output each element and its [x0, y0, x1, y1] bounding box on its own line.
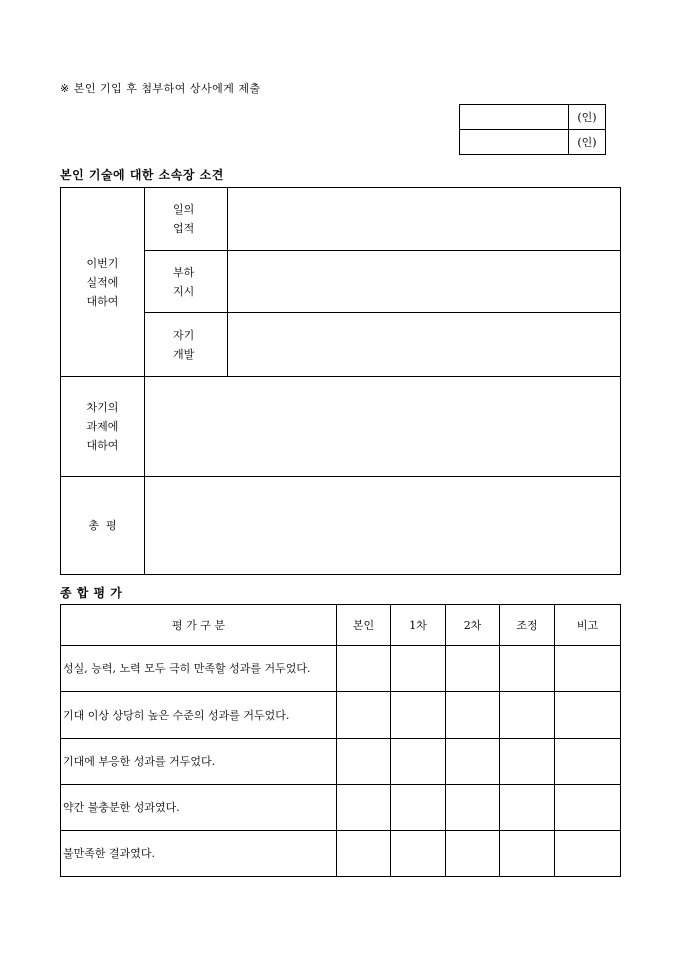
header-first: 1차 — [391, 605, 446, 646]
current-period-label: 이번기 실적에 대하여 — [61, 188, 145, 377]
header-remarks: 비고 — [555, 605, 621, 646]
evaluation-section-title: 종 합 평 가 — [60, 586, 123, 600]
header-category: 평 가 구 분 — [61, 605, 337, 646]
self-development-label: 자기 개발 — [145, 313, 228, 377]
evaluation-header-row — [61, 605, 621, 646]
general-review-field[interactable] — [145, 477, 621, 575]
self-score-cell[interactable] — [337, 646, 391, 692]
criterion-text: 약간 불충분한 성과였다. — [61, 785, 337, 831]
adjust-score-cell[interactable] — [500, 692, 555, 739]
second-score-cell[interactable] — [446, 739, 500, 785]
adjust-score-cell[interactable] — [500, 739, 555, 785]
next-period-field[interactable] — [145, 377, 621, 477]
remarks-cell[interactable] — [555, 692, 621, 739]
signature-row — [460, 130, 606, 155]
opinion-table — [60, 187, 621, 575]
second-score-cell[interactable] — [446, 831, 500, 877]
second-score-cell[interactable] — [446, 785, 500, 831]
self-score-cell[interactable] — [337, 785, 391, 831]
first-score-cell[interactable] — [391, 831, 446, 877]
opinion-section-title: 본인 기술에 대한 소속장 소견 — [60, 168, 224, 182]
signature-row — [460, 105, 606, 130]
first-score-cell[interactable] — [391, 692, 446, 739]
signature-field[interactable] — [460, 105, 569, 130]
remarks-cell[interactable] — [555, 646, 621, 692]
adjust-score-cell[interactable] — [500, 831, 555, 877]
evaluation-row — [61, 692, 621, 739]
criterion-text: 성실, 능력, 노력 모두 극히 만족할 성과를 거두었다. — [61, 646, 337, 692]
evaluation-row — [61, 831, 621, 877]
criterion-text: 기대에 부응한 성과를 거두었다. — [61, 739, 337, 785]
signature-field[interactable] — [460, 130, 569, 155]
first-score-cell[interactable] — [391, 646, 446, 692]
first-score-cell[interactable] — [391, 785, 446, 831]
criterion-text: 기대 이상 상당히 높은 수준의 성과를 거두었다. — [61, 692, 337, 739]
adjust-score-cell[interactable] — [500, 646, 555, 692]
work-achievement-label: 일의 업적 — [145, 188, 228, 251]
self-score-cell[interactable] — [337, 739, 391, 785]
self-development-field[interactable] — [228, 313, 621, 377]
submission-note: ※ 본인 기입 후 첨부하여 상사에게 제출 — [60, 82, 261, 95]
header-second: 2차 — [446, 605, 500, 646]
signature-table — [459, 104, 606, 155]
second-score-cell[interactable] — [446, 646, 500, 692]
header-adjust: 조정 — [500, 605, 555, 646]
self-score-cell[interactable] — [337, 831, 391, 877]
second-score-cell[interactable] — [446, 692, 500, 739]
general-review-label: 총 평 — [61, 477, 145, 575]
self-score-cell[interactable] — [337, 692, 391, 739]
header-self: 본인 — [337, 605, 391, 646]
next-period-label: 차기의 과제에 대하여 — [61, 377, 145, 477]
evaluation-row — [61, 785, 621, 831]
seal-label: (인) — [569, 105, 606, 130]
adjust-score-cell[interactable] — [500, 785, 555, 831]
work-achievement-field[interactable] — [228, 188, 621, 251]
remarks-cell[interactable] — [555, 739, 621, 785]
remarks-cell[interactable] — [555, 831, 621, 877]
subordinate-direction-field[interactable] — [228, 251, 621, 313]
seal-label: (인) — [569, 130, 606, 155]
subordinate-direction-label: 부하 지시 — [145, 251, 228, 313]
evaluation-row — [61, 739, 621, 785]
evaluation-table — [60, 604, 621, 877]
remarks-cell[interactable] — [555, 785, 621, 831]
criterion-text: 불만족한 결과였다. — [61, 831, 337, 877]
first-score-cell[interactable] — [391, 739, 446, 785]
evaluation-row — [61, 646, 621, 692]
